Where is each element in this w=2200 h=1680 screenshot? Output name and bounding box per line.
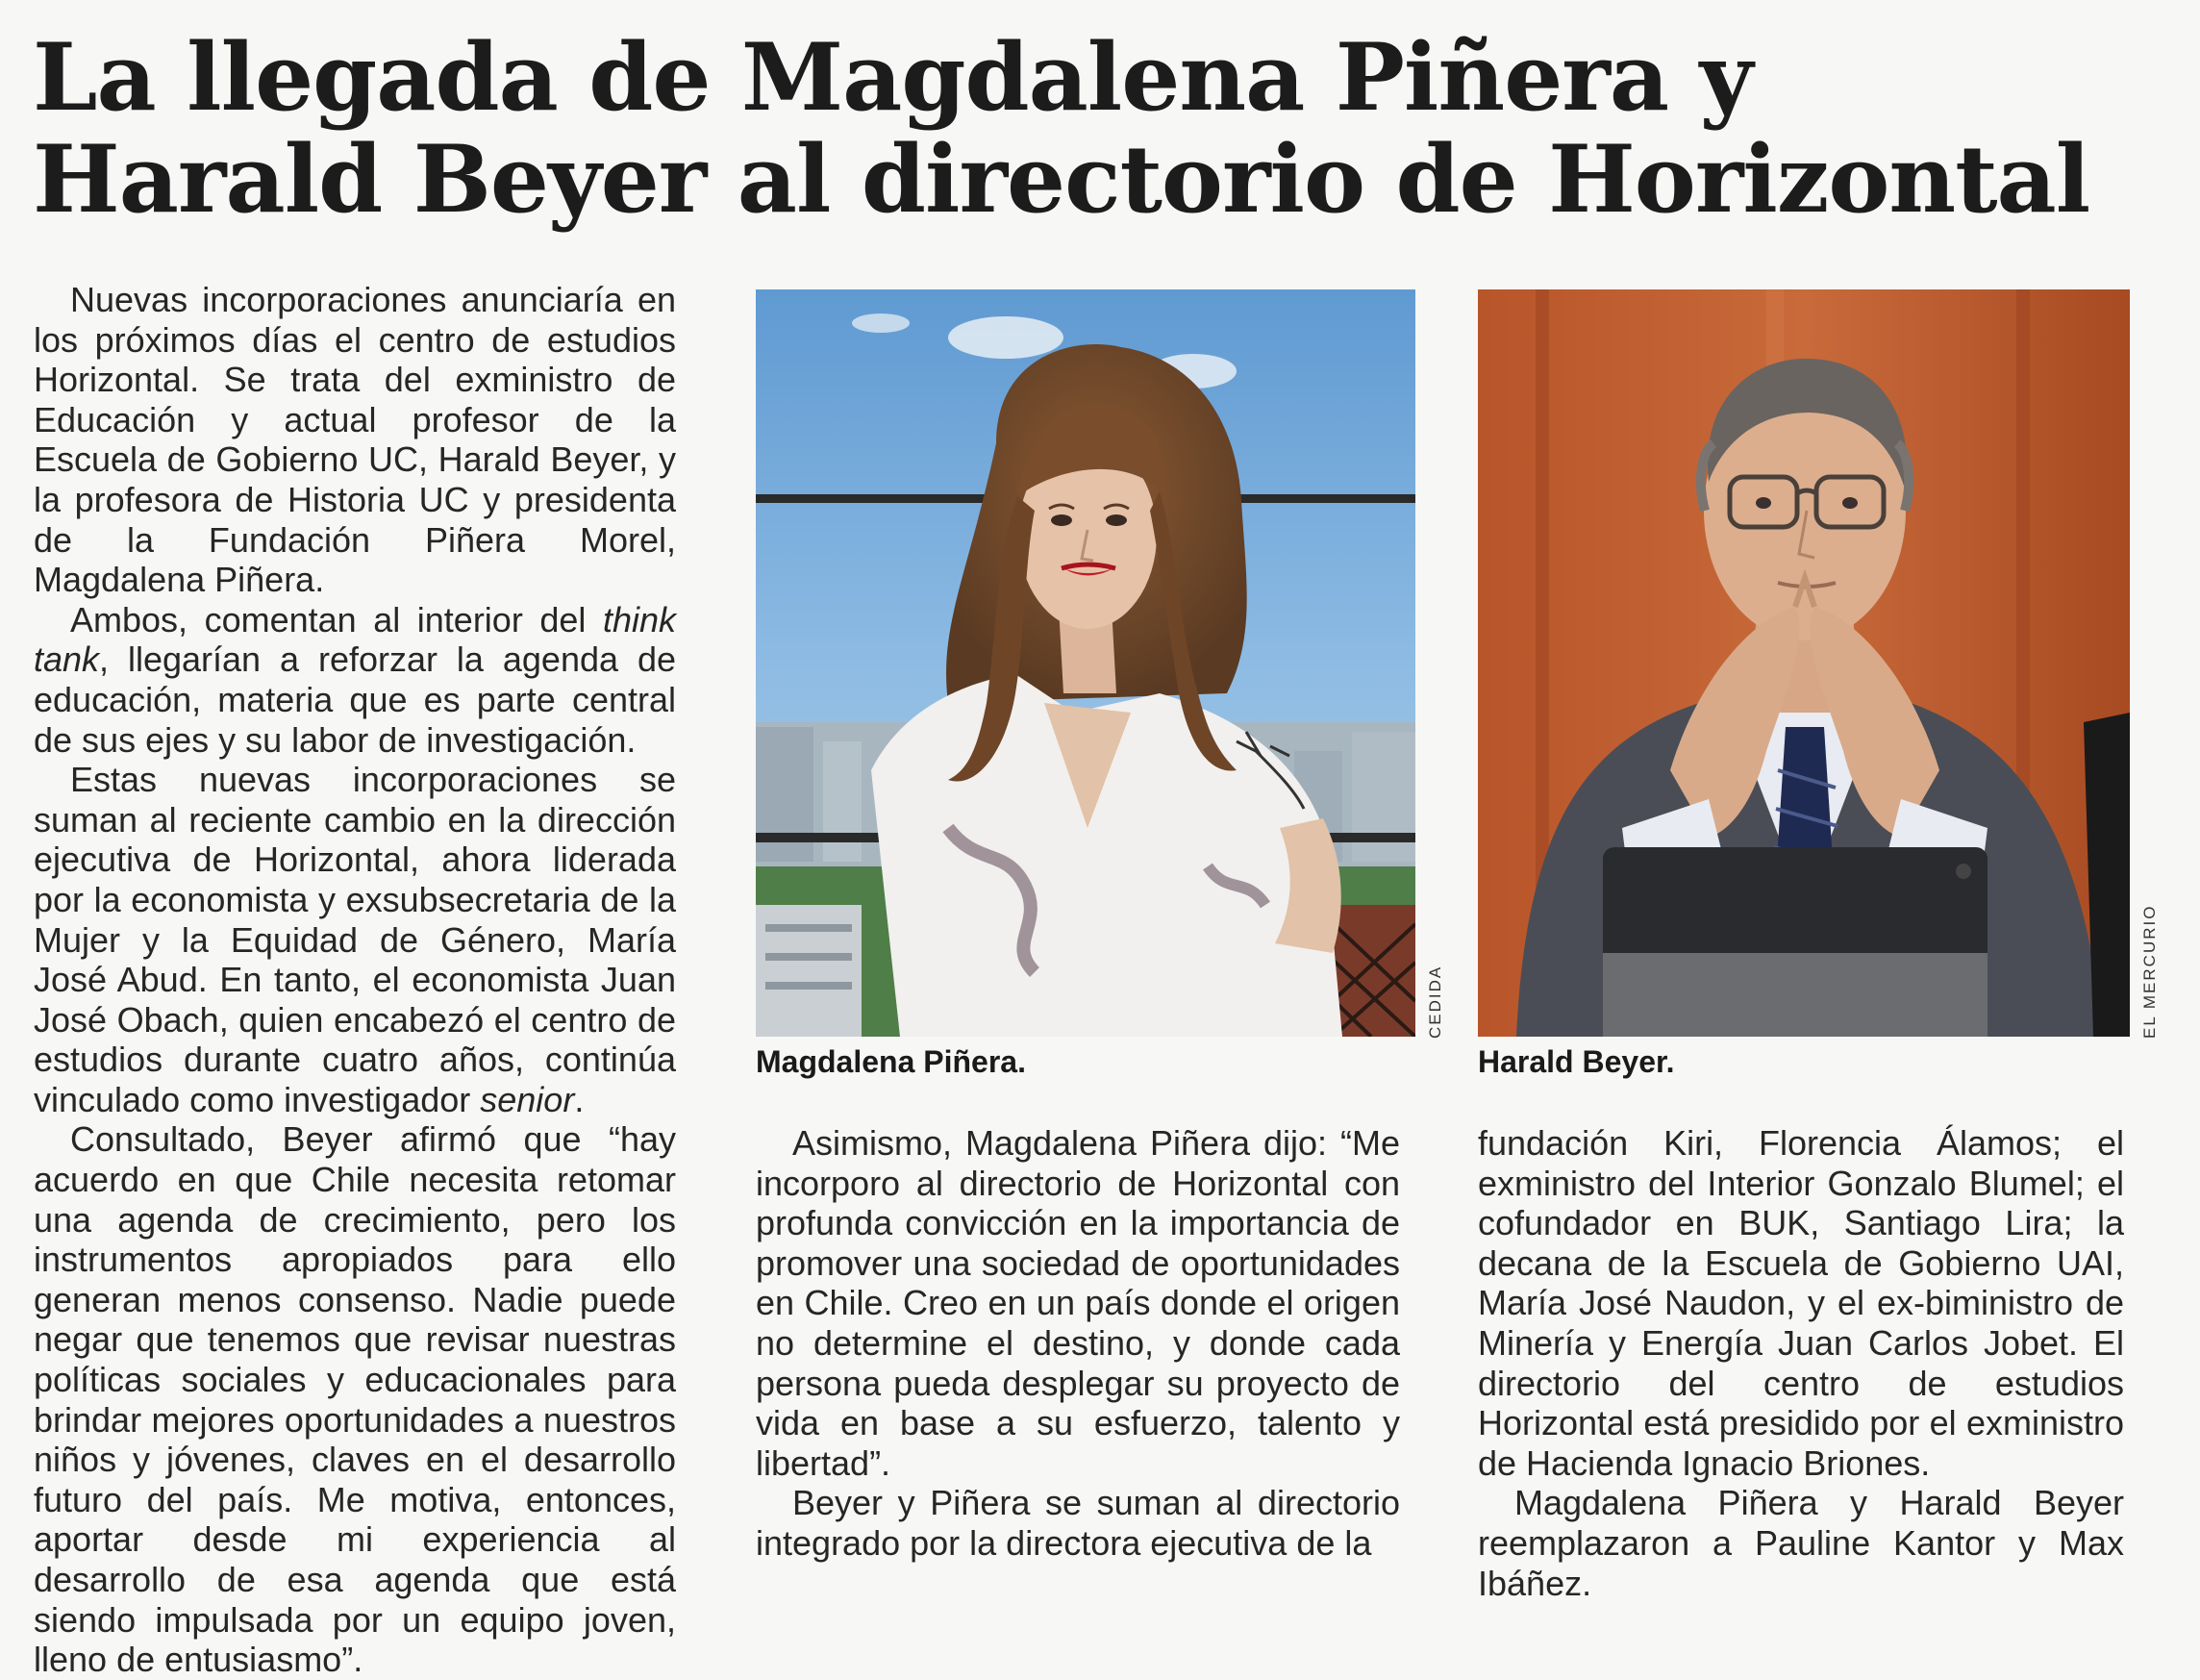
- caption-harald-beyer: Harald Beyer.: [1478, 1044, 1675, 1079]
- paragraph-3: Estas nuevas incorporaciones se suman al reciente cambio en la dirección ejecutiva de Horizontal, ahora liderada por la economista y exsubsecretaria de la Mujer y la Equidad de Género, María José Abud. En tanto, el economista Juan José Obach, quien encabezó el centro de estudios durante cuatro años, continúa vinculado como investigador senior.: [34, 760, 676, 1119]
- paragraph-6: Beyer y Piñera se suman al directorio integrado por la directora ejecutiva de la: [756, 1483, 1400, 1563]
- portrait-man-image: [1478, 289, 2130, 1037]
- think-tank-italic: think tank: [34, 599, 676, 680]
- paragraph-4: Consultado, Beyer afirmó que “hay acuerdo en que Chile necesita retomar una agenda de crecimiento, pero los instrumentos apropiados para ello generan menos consenso. Nadie puede negar que tenemos que revisar nuestras políticas sociales y educacionales para brindar mejores oportunidades a nuestros niños y jóvenes, claves en el desarrollo futuro del país. Me motiva, entonces, aportar desde mi experiencia al desarrollo de esa agenda que está siendo impulsada por un equipo joven, lleno de entusiasmo”.: [34, 1119, 676, 1680]
- paragraph-2: Ambos, comentan al interior del think tank, llegarían a reforzar la agenda de educación, materia que es parte central de sus ejes y su labor de investigación.: [34, 599, 676, 760]
- article-column-3: [1478, 1123, 2124, 1603]
- photo-harald-beyer: [1478, 289, 2130, 1037]
- headline: [33, 23, 2177, 234]
- headline-line-1: La llegada de Magdalena Piñera y: [33, 23, 1753, 132]
- paragraph-8: Magdalena Piñera y Harald Beyer reemplazaron a Pauline Kantor y Max Ibáñez.: [1478, 1483, 2124, 1603]
- headline-line-2: Harald Beyer al directorio de Horizontal: [33, 125, 2090, 234]
- senior-italic: senior: [480, 1079, 575, 1119]
- caption-magdalena-pinera: Magdalena Piñera.: [756, 1044, 1026, 1079]
- paragraph-5: Asimismo, Magdalena Piñera dijo: “Me incorporo al directorio de Horizontal con profunda convicción en la importancia de promover una sociedad de oportunidades en Chile. Creo en un país donde el origen no determine el destino, y donde cada persona pueda desplegar su proyecto de vida en base a su esfuerzo, talento y libertad”.: [756, 1123, 1400, 1483]
- portrait-woman-image: [756, 289, 1415, 1037]
- photo-magdalena-pinera: [756, 289, 1415, 1037]
- photo-credit-el-mercurio: EL MERCURIO: [2140, 904, 2159, 1039]
- photo-credit-cedida: CEDIDA: [1426, 965, 1444, 1039]
- paragraph-1: Nuevas incorporaciones anunciaría en los próximos días el centro de estudios Horizontal. Se trata del exministro de Educación y actual profesor de la Escuela de Gobierno UC, Harald Beyer, y la profesora de Historia UC y presidenta de la Fundación Piñera Morel, Magdalena Piñera.: [34, 280, 676, 600]
- article-column-2: [756, 1123, 1400, 1564]
- paragraph-7: fundación Kiri, Florencia Álamos; el exministro del Interior Gonzalo Blumel; el cofundador en BUK, Santiago Lira; la decana de la Escuela de Gobierno UAI, María José Naudon, y el ex-biministro de Minería y Energía Juan Carlos Jobet. El directorio del centro de estudios Horizontal está presidido por el exministro de Hacienda Ignacio Briones.: [1478, 1123, 2124, 1483]
- article-column-1: [34, 280, 676, 1680]
